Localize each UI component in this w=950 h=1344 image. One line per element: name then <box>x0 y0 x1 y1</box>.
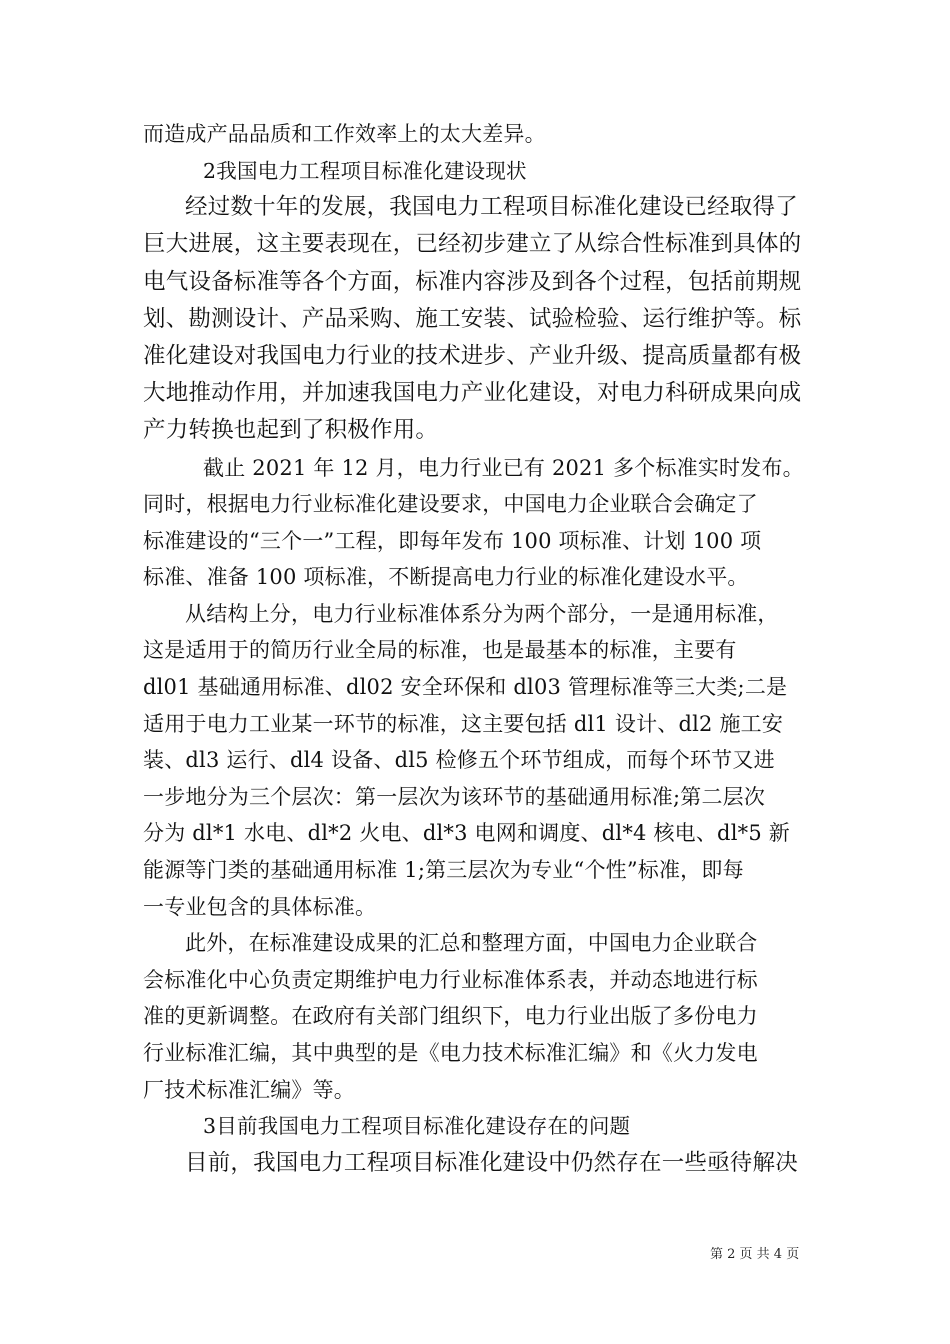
text-line: 适用于电力工业某一环节的标准，这主要包括 dl1 设计、dl2 施工安 <box>143 711 784 736</box>
text-line: 一专业包含的具体标准。 <box>143 894 377 919</box>
section-heading-2: 2我国电力工程项目标准化建设现状 <box>203 158 527 183</box>
text-line: 经过数十年的发展，我国电力工程项目标准化建设已经取得了 <box>185 194 798 221</box>
text-line: 这是适用于的简历行业全局的标准，也是最基本的标准，主要有 <box>143 638 737 663</box>
text-line: 能源等门类的基础通用标准 1;第三层次为专业“个性”标准，即每 <box>143 858 744 883</box>
text-line: 一步地分为三个层次：第一层次为该环节的基础通用标准;第二层次 <box>143 784 766 809</box>
text-line: 厂技术标准汇编》等。 <box>143 1077 355 1102</box>
text-line: 电气设备标准等各个方面，标准内容涉及到各个过程，包括前期规 <box>143 268 802 295</box>
text-line: 目前，我国电力工程项目标准化建设中仍然存在一些亟待解决 <box>185 1149 798 1176</box>
text-line: 标准、准备 100 项标准，不断提高电力行业的标准化建设水平。 <box>143 565 749 590</box>
text-line: 而造成产品品质和工作效率上的太大差异。 <box>143 122 546 146</box>
text-line: 标准建设的“三个一”工程，即每年发布 100 项标准、计划 100 项 <box>143 528 762 553</box>
text-line: 巨大进展，这主要表现在，已经初步建立了从综合性标准到具体的 <box>143 231 802 258</box>
text-line: 行业标准汇编，其中典型的是《电力技术标准汇编》和《火力发电 <box>143 1041 758 1065</box>
text-line: dl01 基础通用标准、dl02 安全环保和 dl03 管理标准等三大类;二是 <box>143 675 788 700</box>
text-line: 分为 dl*1 水电、dl*2 火电、dl*3 电网和调度、dl*4 核电、dl*5 新 <box>143 821 790 846</box>
section-heading-3: 3目前我国电力工程项目标准化建设存在的问题 <box>203 1114 631 1139</box>
text-line: 从结构上分，电力行业标准体系分为两个部分，一是通用标准， <box>185 601 779 626</box>
text-line: 划、勘测设计、产品采购、施工安装、试验检验、运行维护等。标 <box>143 305 802 332</box>
text-line: 此外，在标准建设成果的汇总和整理方面，中国电力企业联合 <box>185 931 758 956</box>
text-line: 同时，根据电力行业标准化建设要求，中国电力企业联合会确定了 <box>143 492 758 517</box>
text-line: 产力转换也起到了积极作用。 <box>143 417 439 444</box>
text-line: 会标准化中心负责定期维护电力行业标准体系表，并动态地进行标 <box>143 967 758 992</box>
document-body <box>143 116 813 1182</box>
text-line: 大地推动作用，并加速我国电力产业化建设，对电力科研成果向成 <box>143 380 802 407</box>
text-line: 截止 2021 年 12 月，电力行业已有 2021 多个标准实时发布。 <box>203 455 804 480</box>
text-line: 装、dl3 运行、dl4 设备、dl5 检修五个环节组成，而每个环节又进 <box>143 748 775 773</box>
page-number: 第 2 页 共 4 页 <box>710 1247 800 1262</box>
text-line: 准的更新调整。在政府有关部门组织下，电力行业出版了多份电力 <box>143 1004 758 1029</box>
text-line: 准化建设对我国电力行业的技术进步、产业升级、提高质量都有极 <box>143 342 802 369</box>
